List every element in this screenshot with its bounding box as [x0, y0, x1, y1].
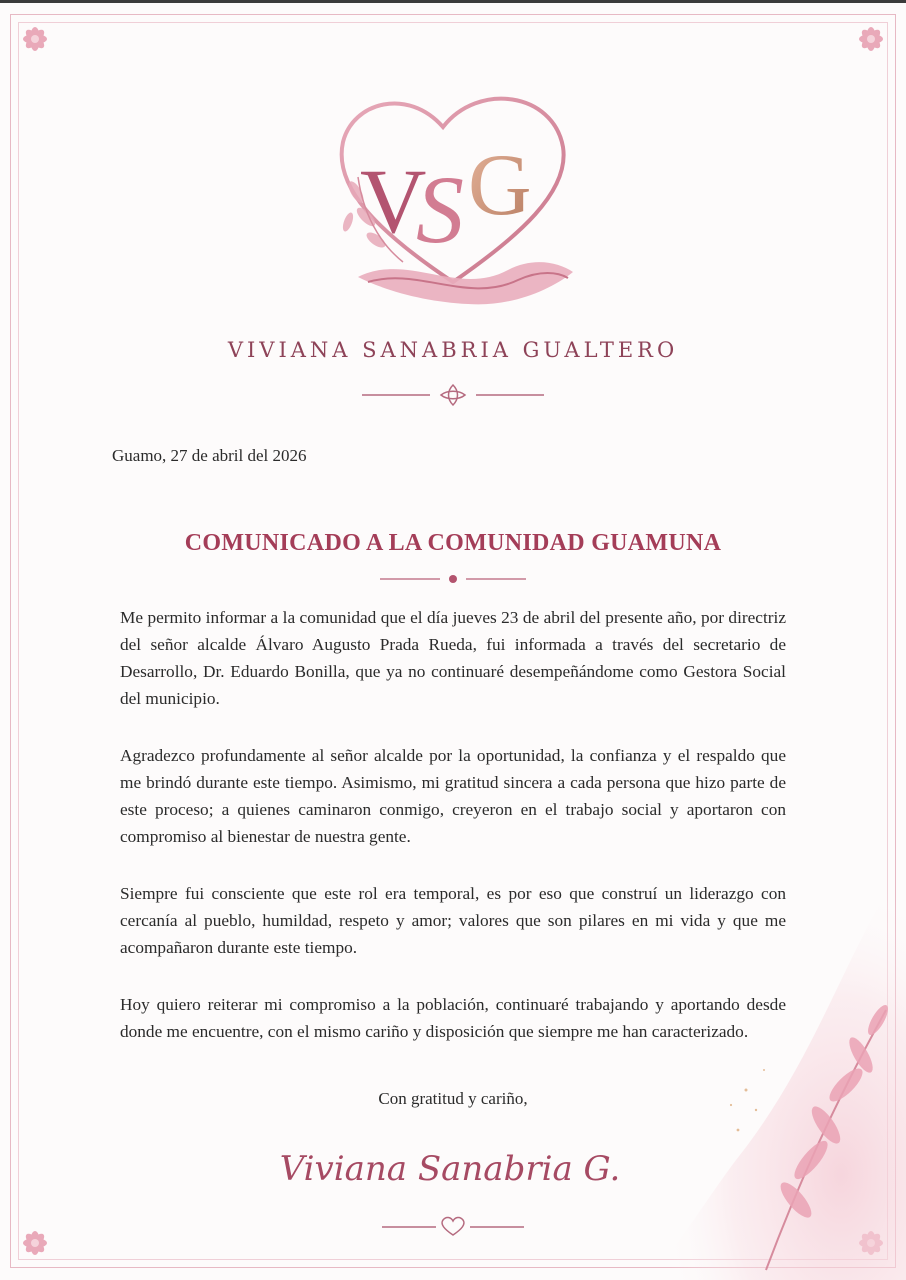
top-edge-line	[0, 0, 906, 3]
corner-flower-icon	[848, 16, 894, 62]
svg-text:S: S	[416, 156, 464, 263]
closing-line: Con gratitud y cariño,	[378, 1089, 528, 1108]
signature-text: Viviana Sanabria G.	[280, 1149, 620, 1189]
body-paragraph: Hoy quiero reiterar mi compromiso a la población, continuaré trabajando y aportando desde donde me encuentre, con el mismo cariño y disposición que siempre me han caracterizado.	[120, 995, 786, 1041]
sender-name: VIVIANA SANABRIA GUALTERO	[227, 338, 679, 362]
vsg-monogram-logo	[318, 82, 588, 322]
svg-text:G: G	[468, 137, 532, 234]
body-paragraph: Me permito informar a la comunidad que el día jueves 23 de abril del presente año, por directriz del señor alcalde Álvaro Augusto Prada Rueda, fui informada a través del secretario de Desarrollo, Dr. Eduardo Bonilla, que ya no continuaré desempeñándome como Gestora Social del municipio.	[120, 608, 786, 708]
body-paragraph: Agradezco profundamente al señor alcalde por la oportunidad, la confianza y el respaldo que me brindó durante este tiempo. Asimismo, mi gratitud sincera a cada persona que hizo parte de este proceso; a quienes caminaron conmigo, creyeron en el trabajo social y aportaron con compromiso al bienestar de nuestra gente.	[120, 746, 786, 846]
handwritten-signature	[280, 1125, 620, 1205]
letter-title: COMUNICADO A LA COMUNIDAD GUAMUNA	[184, 530, 722, 556]
heart-divider	[0, 1214, 906, 1240]
ornament-divider	[0, 380, 906, 410]
letter-body	[120, 604, 786, 1075]
body-paragraph: Siempre fui consciente que este rol era temporal, es por eso que construí un liderazgo con cercanía al pueblo, humildad, respeto y amor; valores que son pilares en mi vida y que me acompañaron durante este tiempo.	[120, 884, 786, 957]
corner-flower-icon	[12, 16, 58, 62]
svg-text:V: V	[360, 150, 427, 252]
heart-icon	[442, 1217, 464, 1235]
title-divider	[0, 570, 906, 588]
letter-date: Guamo, 27 de abril del 2026	[112, 446, 307, 465]
